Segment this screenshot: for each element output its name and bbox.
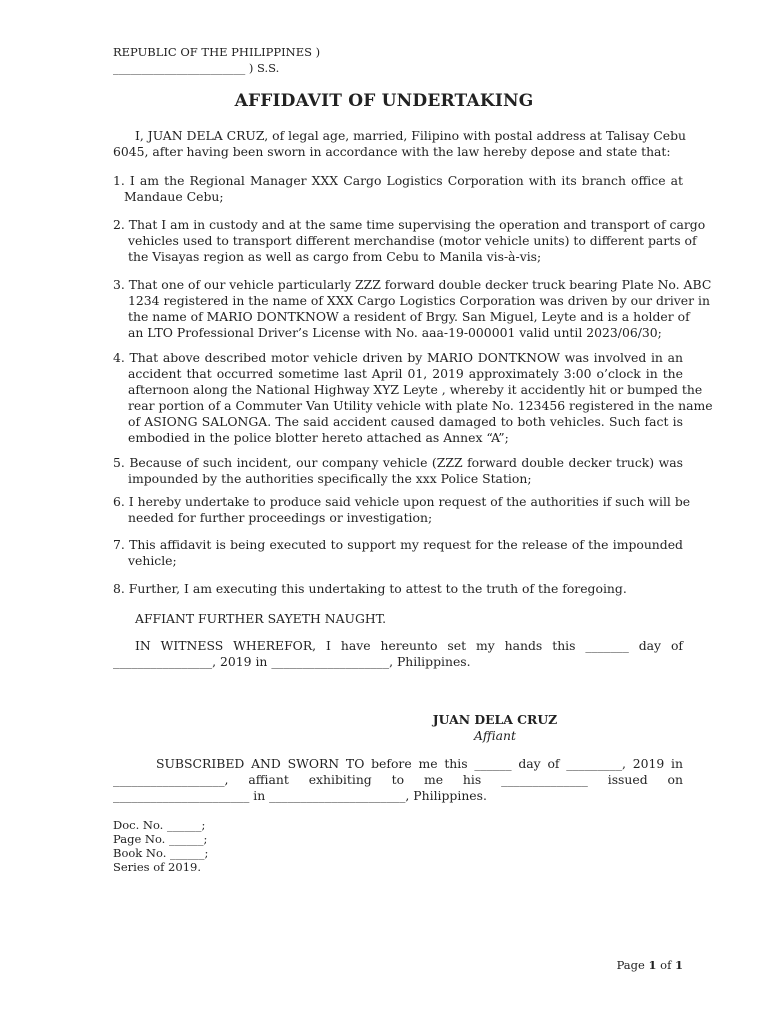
list-item: [113, 581, 683, 597]
list-item-line: 7. This affidavit is being executed to support my request for the release of the impounded: [113, 537, 683, 552]
list-item: [113, 455, 683, 471]
list-item-line: of ASIONG SALONGA. The said accident caused damaged to both vehicles. Such fact is: [128, 414, 683, 429]
intro-line: I, JUAN DELA CRUZ, of legal age, married, Filipino with postal address at Talisay Cebu: [135, 128, 686, 143]
list-item: [113, 414, 683, 430]
list-item-line: an LTO Professional Driver’s License with No. aaa-19-000001 valid until 2023/06/30;: [128, 325, 662, 340]
list-item: [113, 350, 683, 366]
list-item: [113, 471, 683, 487]
jurat-line: ______________________ in ______________________, Philippines.: [113, 788, 487, 803]
list-item-line: 3. That one of our vehicle particularly ZZZ forward double decker truck bearing Plate No. ABC: [113, 277, 712, 292]
list-item: [113, 382, 703, 398]
witness-line: IN WITNESS WHEREFOR, I have hereunto set my hands this _______ day of: [135, 638, 683, 653]
list-item-line: vehicles used to transport different merchandise (motor vehicle units) to different parts of: [128, 233, 697, 248]
list-item-line: 1234 registered in the name of XXX Cargo Logistics Corporation was driven by our driver in: [128, 293, 710, 308]
list-item-line: embodied in the police blotter hereto attached as Annex “A”;: [128, 430, 509, 445]
list-item: [113, 325, 683, 341]
page-word: Page: [616, 958, 645, 972]
list-item: [113, 173, 683, 189]
document-title: AFFIDAVIT OF UNDERTAKING: [234, 91, 534, 111]
witness-paragraph-2: [113, 654, 683, 670]
list-item-line: 1. I am the Regional Manager XXX Cargo Logistics Corporation with its branch office at: [113, 173, 683, 188]
list-item-line: needed for further proceedings or investigation;: [128, 510, 433, 525]
list-item-line: 2. That I am in custody and at the same time supervising the operation and transport of cargo: [113, 217, 706, 232]
list-item: [113, 189, 683, 205]
list-item: [113, 366, 683, 382]
list-item: [113, 233, 697, 249]
doc-no: Doc. No. ______;: [113, 818, 206, 832]
list-item-line: 6. I hereby undertake to produce said vehicle upon request of the authorities if such will be: [113, 494, 691, 509]
of-word: of: [660, 958, 672, 972]
affiant-label: Affiant: [473, 728, 517, 743]
list-item: [113, 249, 683, 265]
list-item: [113, 217, 706, 233]
list-item: [113, 553, 683, 569]
list-item-line: impounded by the authorities specifically the xxx Police Station;: [128, 471, 532, 486]
page-total: 1: [674, 958, 683, 972]
list-item-line: the Visayas region as well as cargo from Cebu to Manila vis-à-vis;: [128, 249, 542, 264]
jurat-paragraph: [113, 788, 683, 804]
list-item: [113, 510, 683, 526]
affiant-name: JUAN DELA CRUZ: [432, 712, 558, 727]
intro-paragraph: [113, 128, 686, 144]
jurat-paragraph: [113, 756, 683, 772]
intro-paragraph-2: [113, 144, 683, 160]
list-item: [113, 277, 712, 293]
book-no: Book No. ______;: [113, 846, 209, 860]
jurat-line: __________________, affiant exhibiting to me his ______________ issued on: [113, 772, 683, 787]
list-item-line: rear portion of a Commuter Van Utility vehicle with plate No. 123456 registered in the name: [128, 398, 713, 413]
list-item: [113, 293, 710, 309]
sayeth-line: AFFIANT FURTHER SAYETH NAUGHT.: [135, 611, 387, 626]
republic-line: REPUBLIC OF THE PHILIPPINES ): [113, 45, 321, 59]
list-item-line: vehicle;: [128, 553, 177, 568]
list-item: [113, 430, 683, 446]
jurat-paragraph: [113, 772, 683, 788]
list-item: [113, 398, 713, 414]
list-item: [113, 494, 691, 510]
page-no: Page No. ______;: [113, 832, 208, 846]
list-item-line: 8. Further, I am executing this undertaking to attest to the truth of the foregoing.: [113, 581, 627, 596]
list-item-line: accident that occurred sometime last April 01, 2019 approximately 3:00 o’clock in the: [128, 366, 683, 381]
witness-line: ________________, 2019 in ___________________, Philippines.: [113, 654, 471, 669]
list-item-line: Mandaue Cebu;: [124, 189, 224, 204]
venue-line: _______________________ ) S.S.: [113, 61, 280, 75]
jurat-line: SUBSCRIBED AND SWORN TO before me this ______ day of _________, 2019 in: [156, 756, 683, 771]
list-item-line: afternoon along the National Highway XYZ Leyte , whereby it accidently hit or bumped the: [128, 382, 703, 397]
list-item-line: 5. Because of such incident, our company vehicle (ZZZ forward double decker truck) was: [113, 455, 683, 470]
intro-line: 6045, after having been sworn in accordance with the law hereby depose and state that:: [113, 144, 671, 159]
page-current: 1: [648, 958, 657, 972]
page-footer: [617, 957, 683, 973]
list-item-line: 4. That above described motor vehicle driven by MARIO DONTKNOW was involved in an: [113, 350, 683, 365]
list-item-line: the name of MARIO DONTKNOW a resident of Brgy. San Miguel, Leyte and is a holder of: [128, 309, 690, 324]
list-item: [113, 309, 690, 325]
witness-paragraph: [113, 638, 683, 654]
series: Series of 2019.: [113, 860, 201, 874]
list-item: [113, 537, 683, 553]
